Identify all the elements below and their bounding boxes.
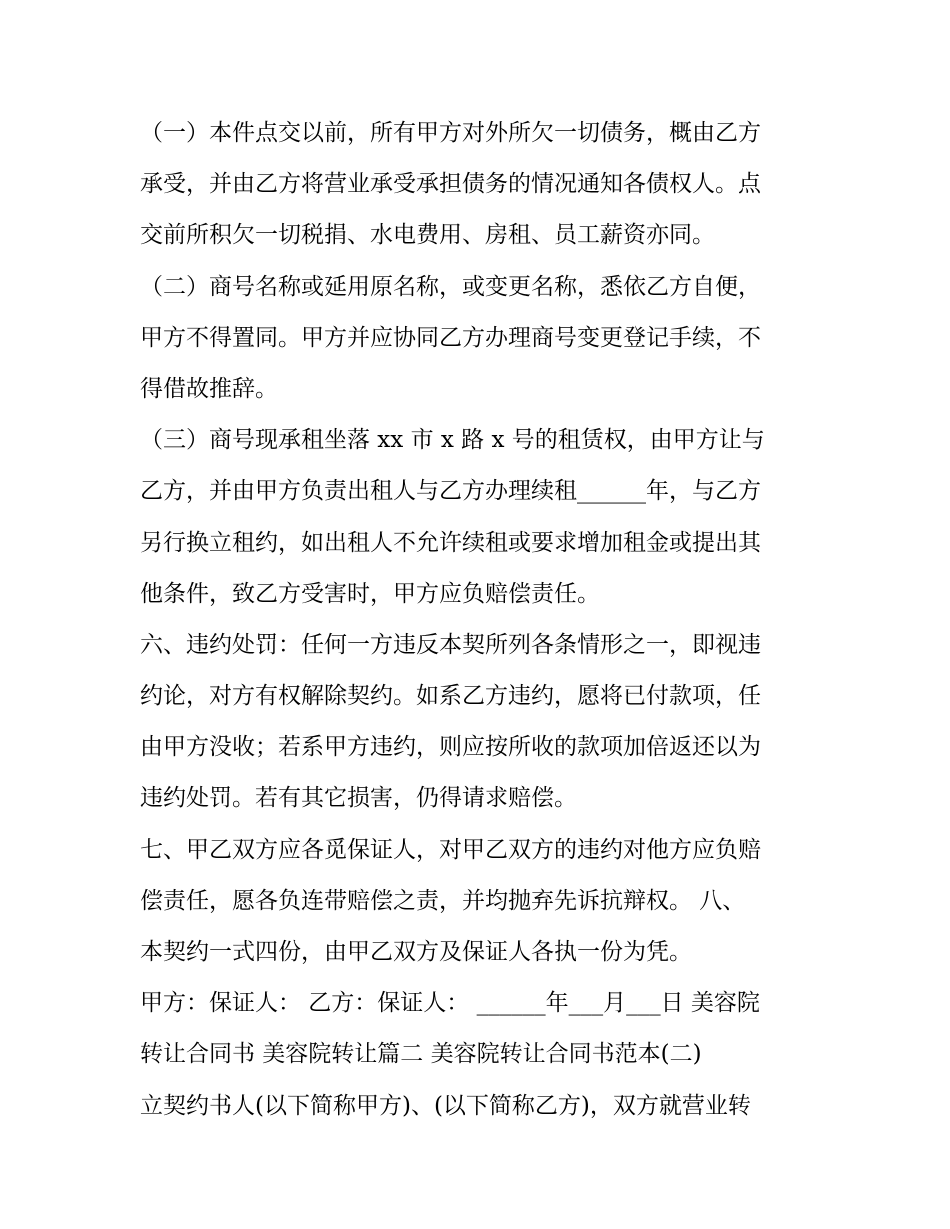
text-line-2: 承受，并由乙方将营业承受承担债务的情况通知各债权人。点 — [140, 171, 761, 198]
text-line-3: 交前所积欠一切税捐、水电费用、房租、员工薪资亦同。 — [140, 222, 715, 249]
text-line-20: 立契约书人(以下简称甲方)、(以下简称乙方)，双方就营业转 — [140, 1092, 751, 1119]
text-line-13: 由甲方没收；若系甲方违约，则应按所收的款项加倍返还以为 — [140, 734, 761, 761]
text-line-10: 他条件，致乙方受害时，甲方应负赔偿责任。 — [140, 580, 600, 607]
text-line-11: 六、违约处罚：任何一方违反本契所列各条情形之一，即视违 — [140, 631, 761, 658]
text-line-7: （三）商号现承租坐落 xx 市 x 路 x 号的租赁权，由甲方让与 — [140, 427, 765, 454]
text-line-9: 另行换立租约，如出租人不允许续租或要求增加租金或提出其 — [140, 529, 761, 556]
text-line-4: （二）商号名称或延用原名称，或变更名称，悉依乙方自便， — [140, 273, 761, 300]
text-line-5: 甲方不得置同。甲方并应协同乙方办理商号变更登记手续，不 — [140, 324, 761, 351]
text-line-16: 偿责任，愿各负连带赔偿之责，并均抛弃先诉抗辩权。 八、 — [140, 887, 746, 914]
text-line-6: 得借故推辞。 — [140, 375, 278, 402]
text-line-19: 转让合同书 美容院转让篇二 美容院转让合同书范本(二) — [140, 1041, 702, 1068]
document-body — [140, 108, 820, 1132]
text-line-14: 违约处罚。若有其它损害，仍得请求赔偿。 — [140, 785, 577, 812]
text-line-12: 约论，对方有权解除契约。如系乙方违约，愿将已付款项，任 — [140, 683, 761, 710]
text-line-17: 本契约一式四份，由甲乙双方及保证人各执一份为凭。 — [140, 939, 692, 965]
text-line-18: 甲方：保证人： 乙方：保证人： ______年___月___日 美容院 — [140, 990, 760, 1017]
text-line-8: 乙方，并由甲方负责出租人与乙方办理续租______年，与乙方 — [140, 478, 761, 505]
text-line-15: 七、甲乙双方应各觅保证人，对甲乙双方的违约对他方应负赔 — [140, 836, 761, 863]
text-line-1: （一）本件点交以前，所有甲方对外所欠一切债务，概由乙方 — [140, 120, 761, 146]
